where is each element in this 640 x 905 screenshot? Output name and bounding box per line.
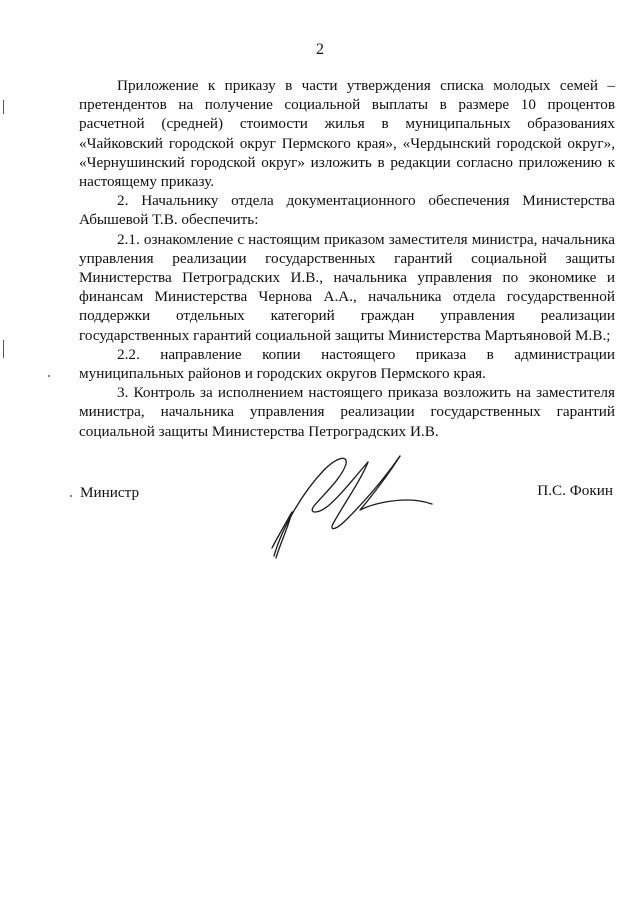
paragraph-item-2: 2. Начальнику отдела документационного обеспечения Министерства Абышевой Т.В. обеспечить: bbox=[79, 192, 615, 229]
handwritten-signature bbox=[262, 448, 442, 568]
scan-speck bbox=[48, 375, 50, 377]
document-body bbox=[79, 76, 615, 441]
paragraph-appendix: Приложение к приказу в части утверждения списка молодых семей – претендентов на получение социальной выплаты в размере 10 процентов расчетной (средней) стоимости жилья в муниципальных образованиях «Чайковский городской округ Пермского края», «Чердынский городской округ», «Чернушинский городской округ» изложить в редакции согласно приложению к настоящему приказу. bbox=[79, 77, 615, 191]
signer-name: П.С. Фокин bbox=[537, 482, 613, 499]
scan-margin-mark bbox=[3, 340, 4, 358]
scan-margin-mark bbox=[3, 100, 4, 114]
page-number: 2 bbox=[316, 41, 324, 58]
scan-speck bbox=[70, 495, 72, 497]
paragraph-item-2-1: 2.1. ознакомление с настоящим приказом заместителя министра, начальника управления реализации государственных гарантий социальной защиты Министерства Петроградских И.В., начальника управления по экономике и финансам Министерства Чернова А.А., начальника отдела государственной поддержки отдельных категорий граждан управления реализации государственных гарантий социальной защиты Министерства Мартьяновой М.В.; bbox=[79, 230, 615, 344]
paragraph-item-2-2: 2.2. направление копии настоящего приказа в администрации муниципальных районов и городских округов Пермского края. bbox=[79, 345, 615, 383]
paragraph-item-3: 3. Контроль за исполнением настоящего приказа возложить на заместителя министра, начальника управления реализации государственных гарантий социальной защиты Министерства Петроградских И.В. bbox=[79, 384, 615, 440]
signer-title: Министр bbox=[80, 484, 140, 501]
